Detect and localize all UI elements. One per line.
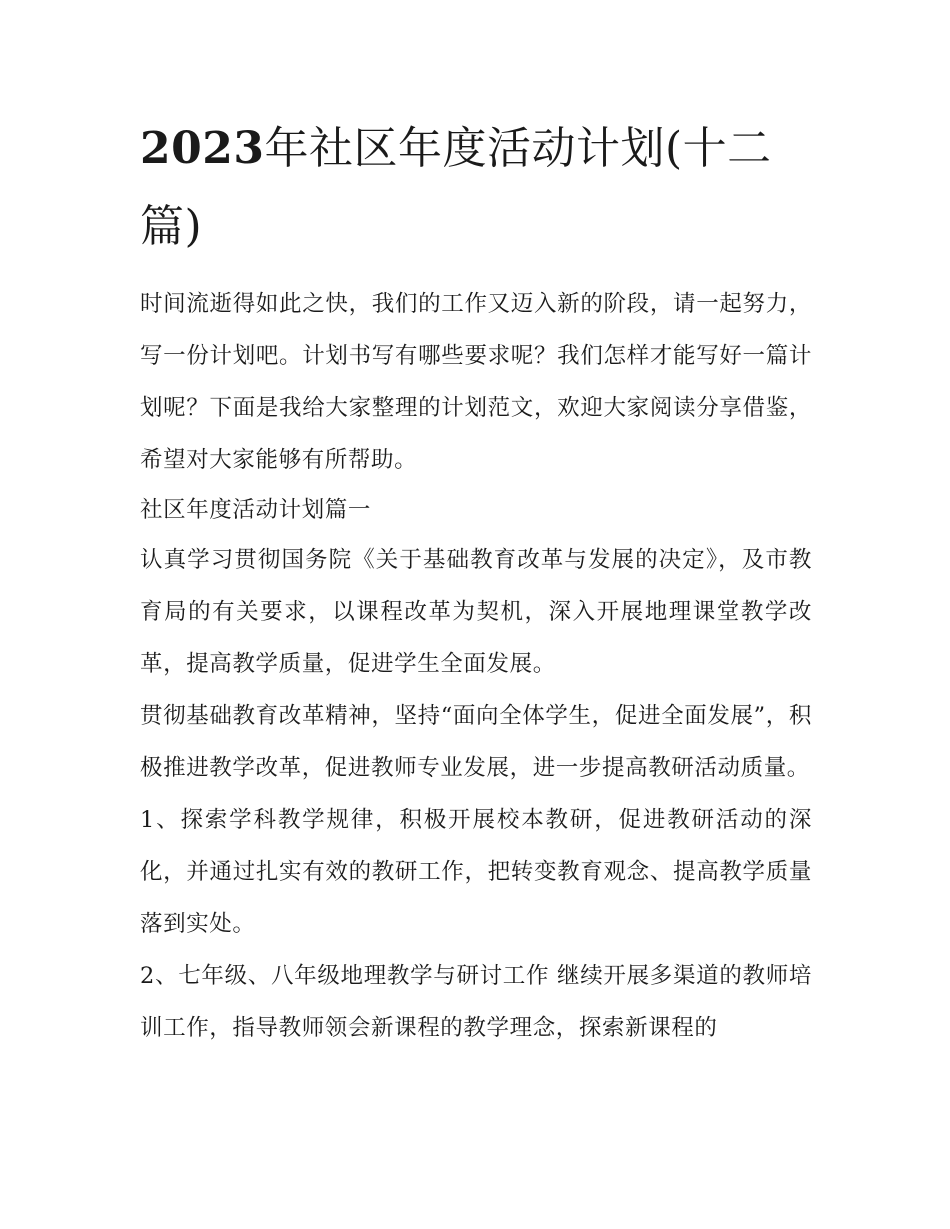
body-paragraph: 贯彻基础教育改革精神，坚持“面向全体学生，促进全面发展”，积极推进教学改革，促进教师专业发展，进一步提高教研活动质量。 — [140, 703, 812, 781]
title-text: 年社区年度活动计划(十二篇) — [140, 123, 772, 252]
title-year: 2023 — [140, 123, 265, 174]
document-page — [140, 110, 812, 1054]
intro-paragraph: 时间流逝得如此之快，我们的工作又迈入新的阶段，请一起努力，写一份计划吧。计划书写有哪些要求呢？我们怎样才能写好一篇计划呢？下面是我给大家整理的计划范文，欢迎大家阅读分享借鉴，希望对大家能够有所帮助。 — [140, 291, 812, 473]
list-item-paragraph: 2、七年级、八年级地理教学与研讨工作 继续开展多渠道的教师培训工作，指导教师领会新课程的教学理念，探索新课程的 — [140, 963, 812, 1041]
list-item-paragraph: 1、探索学科教学规律，积极开展校本教研，促进教研活动的深化，并通过扎实有效的教研工作，把转变教育观念、提高教学质量落到实处。 — [140, 807, 812, 937]
document-title — [140, 110, 812, 266]
body-paragraph: 认真学习贯彻国务院《关于基础教育改革与发展的决定》，及市教育局的有关要求，以课程改革为契机，深入开展地理课堂教学改革，提高教学质量，促进学生全面发展。 — [140, 547, 812, 677]
section-heading: 社区年度活动计划篇一 — [140, 497, 372, 523]
